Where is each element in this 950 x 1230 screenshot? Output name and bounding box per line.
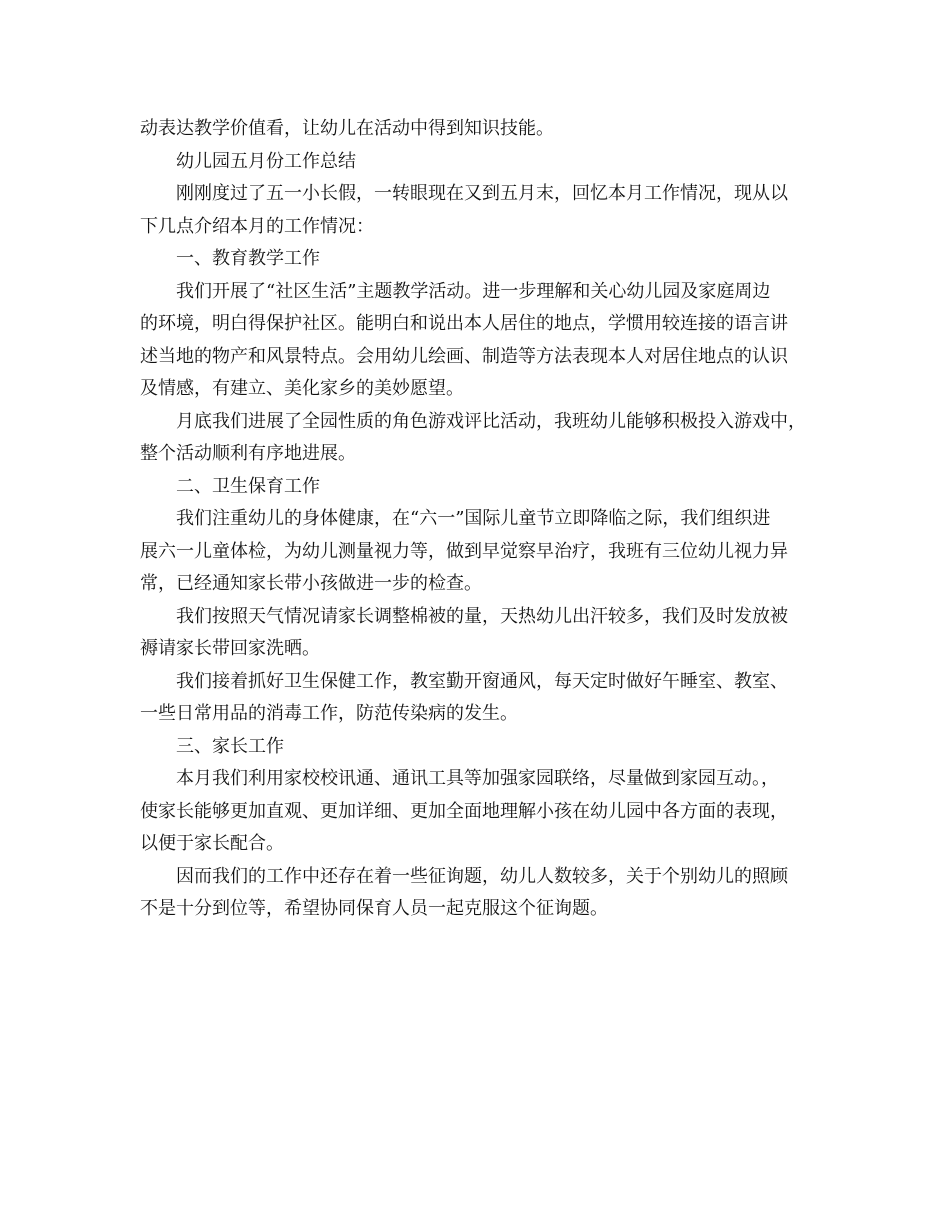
text-line: 刚刚度过了五一小长假，一转眼现在又到五月末，回忆本月工作情况，现从以 <box>176 183 788 204</box>
text-line: 一、教育教学工作 <box>176 248 320 269</box>
text-line: 二、卫生保育工作 <box>176 475 320 497</box>
text-line: 述当地的物产和风景特点。会用幼儿绘画、制造等方法表现本人对居住地点的认识 <box>140 345 788 367</box>
text-line: 常，已经通知家长带小孩做进一步的检查。 <box>140 573 482 594</box>
document-page <box>140 113 820 926</box>
text-line: 不是十分到位等，希望协同保育人员一起克服这个征询题。 <box>140 898 608 919</box>
text-line: 使家长能够更加直观、更加详细、更加全面地理解小孩在幼儿园中各方面的表现， <box>140 800 788 822</box>
text-line: 下几点介绍本月的工作情况： <box>140 215 374 237</box>
document-body <box>140 113 820 926</box>
text-line: 幼儿园五月份工作总结 <box>176 150 356 172</box>
text-line: 三、家长工作 <box>176 735 284 757</box>
text-line: 一些日常用品的消毒工作，防范传染病的发生。 <box>140 703 518 724</box>
text-line: 展六一儿童体检，为幼儿测量视力等，做到早觉察早治疗，我班有三位幼儿视力异 <box>140 540 788 562</box>
text-line: 以便于家长配合。 <box>140 833 284 854</box>
text-line: 动表达教学价值看，让幼儿在活动中得到知识技能。 <box>140 118 554 139</box>
text-line: 本月我们利用家校校讯通、通讯工具等加强家园联络，尽量做到家园互动。， <box>176 768 779 789</box>
text-line: 褥请家长带回家洗晒。 <box>140 638 320 659</box>
text-line: 的环境，明白得保护社区。能明白和说出本人居住的地点，学惯用较连接的语言讲 <box>140 313 788 334</box>
text-line: 我们开展了“社区生活”主题教学活动。进一步理解和关心幼儿园及家庭周边 <box>176 280 771 302</box>
text-line: 我们接着抓好卫生保健工作，教室勤开窗通风，每天定时做好午睡室、教室、 <box>176 670 788 692</box>
text-line: 我们按照天气情况请家长调整棉被的量，天热幼儿出汗较多，我们及时发放被 <box>176 605 788 627</box>
text-line: 月底我们进展了全园性质的角色游戏评比活动，我班幼儿能够积极投入游戏中， <box>176 410 806 432</box>
text-line: 因而我们的工作中还存在着一些征询题，幼儿人数较多，关于个别幼儿的照顾 <box>176 865 788 887</box>
text-line: 我们注重幼儿的身体健康，在“六一”国际儿童节立即降临之际，我们组织进 <box>176 508 771 529</box>
text-line: 及情感，有建立、美化家乡的美妙愿望。 <box>140 378 464 399</box>
text-line: 整个活动顺利有序地进展。 <box>140 443 356 464</box>
